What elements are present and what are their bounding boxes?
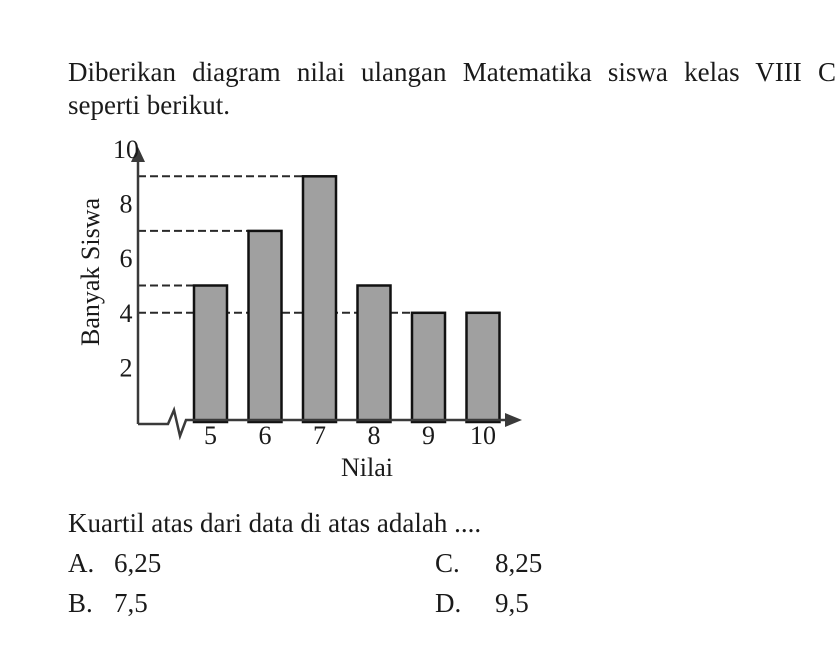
y-tick-label: 8 (119, 189, 133, 219)
option-c[interactable] (435, 548, 542, 579)
x-tick-label: 7 (313, 421, 326, 450)
bar (412, 313, 445, 422)
x-axis-label: Nilai (341, 453, 393, 482)
option-c-key: C. (435, 548, 460, 578)
option-b-value: 7,5 (114, 588, 148, 618)
bars (194, 176, 500, 422)
question-prompt: Kuartil atas dari data di atas adalah .... (68, 508, 482, 538)
x-axis-arrow (505, 413, 522, 427)
option-a[interactable] (68, 548, 161, 579)
option-a-value: 6,25 (114, 548, 162, 578)
option-d[interactable] (435, 588, 529, 619)
bar (194, 286, 227, 423)
option-b[interactable] (68, 588, 148, 619)
y-tick-label: 10 (113, 135, 139, 164)
option-d-key: D. (435, 588, 462, 618)
option-a-key: A. (68, 548, 95, 578)
x-tick-label: 6 (258, 421, 272, 450)
option-d-value: 9,5 (495, 588, 529, 618)
option-b-key: B. (68, 588, 93, 618)
question-intro-line-2: seperti berikut. (68, 90, 230, 120)
x-tick-label: 9 (422, 421, 435, 450)
y-tick-labels (113, 135, 139, 382)
x-tick-labels (204, 421, 496, 450)
bar (303, 176, 336, 422)
x-tick-label: 5 (204, 421, 217, 450)
x-tick-label: 8 (367, 421, 381, 450)
bar (467, 313, 500, 422)
bar (358, 286, 391, 423)
y-tick-label: 2 (119, 353, 133, 383)
x-tick-label: 10 (470, 421, 496, 450)
y-tick-label: 6 (119, 244, 133, 274)
bar (249, 231, 282, 422)
y-tick-label: 4 (119, 298, 133, 328)
question-intro-line-1: Diberikan diagram nilai ulangan Matematika siswa kelas VIII C (68, 57, 836, 87)
y-axis-label: Banyak Siswa (76, 197, 105, 347)
option-c-value: 8,25 (495, 548, 543, 578)
